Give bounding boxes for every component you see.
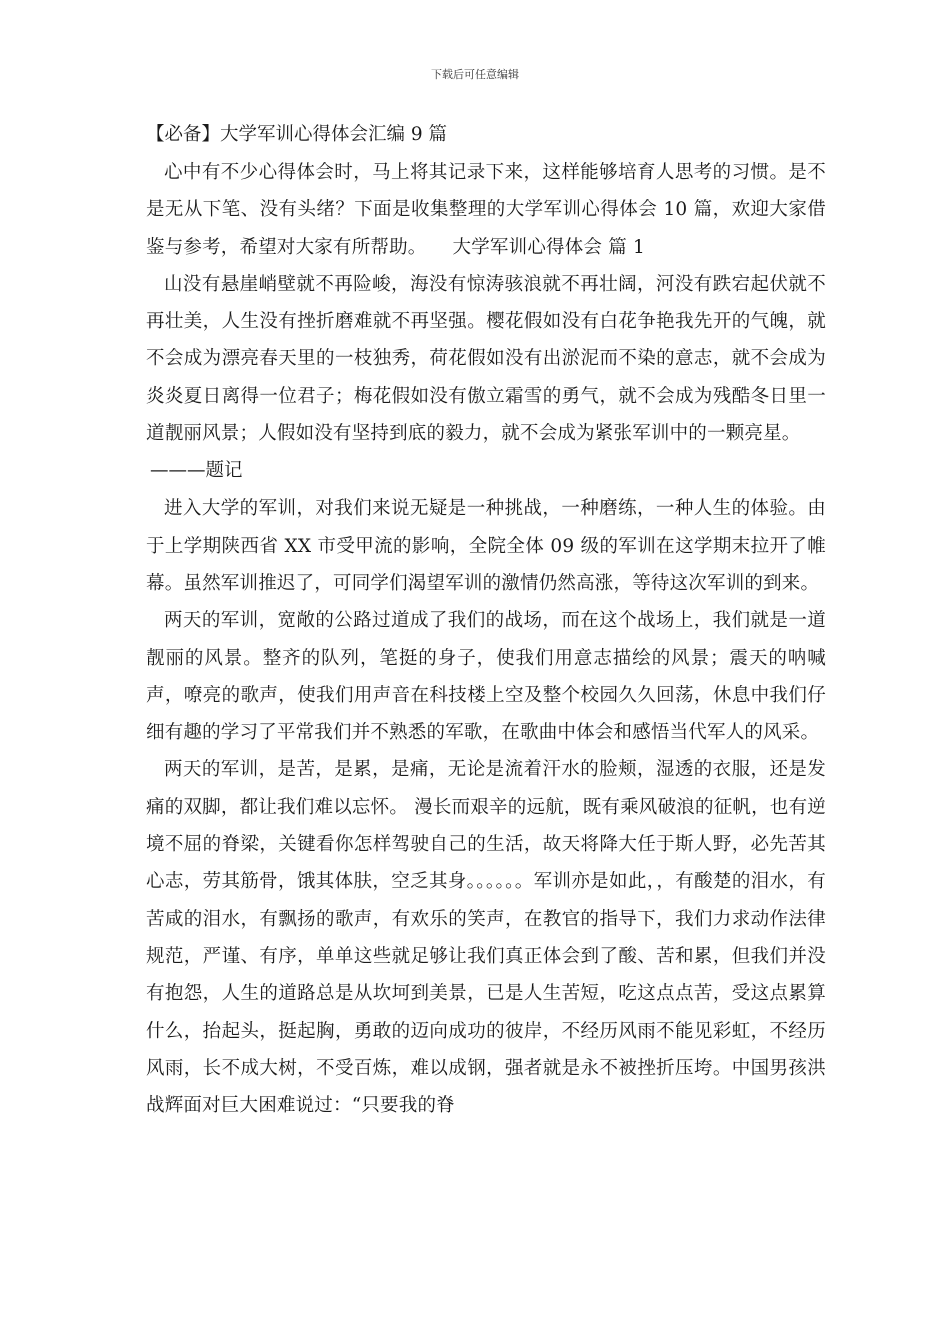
section-heading: 大学军训心得体会 篇 1 <box>452 236 645 258</box>
dedication-line: ———题记 <box>150 460 243 482</box>
intro-paragraph <box>146 154 826 266</box>
intro-text: 心中有不少心得体会时，马上将其记录下来，这样能够培育人思考的习惯。是不是无从下笔、没有头绪？下面是收集整理的大学军训心得体会 10 篇，欢迎大家借鉴与参考，希望对大家有所帮助。 <box>146 162 826 258</box>
body-paragraph-1: 山没有悬崖峭壁就不再险峻，海没有惊涛骇浪就不再壮阔，河没有跌宕起伏就不再壮美，人生没有挫折磨难就不再坚强。樱花假如没有白花争艳我先开的气魄，就不会成为漂亮春天里的一枝独秀，荷花假如没有出淤泥而不染的意志，就不会成为炎炎夏日离得一位君子；梅花假如没有傲立霜雪的勇气，就不会成为残酷冬日里一道靓丽风景；人假如没有坚持到底的毅力，就不会成为紧张军训中的一颗亮星。 <box>146 273 826 445</box>
document-title: 【必备】大学军训心得体会汇编 9 篇 <box>146 124 448 145</box>
body-paragraph-4: 两天的军训，是苦，是累，是痛，无论是流着汗水的脸颊，湿透的衣服，还是发痛的双脚，都让我们难以忘怀。 漫长而艰辛的远航，既有乘风破浪的征帆，也有逆境不屈的脊梁，关键看你怎样驾驶自己的生活，故天将降大任于斯人野，必先苦其心志，劳其筋骨，饿其体肤，空乏其身。。。。。。军训亦是如此，，有酸楚的泪水，有苦咸的泪水，有飘扬的歌声，有欢乐的笑声，在教官的指导下，我们力求动作法律规范，严谨、有序，单单这些就足够让我们真正体会到了酸、苦和累，但我们并没有抱怨，人生的道路总是从坎坷到美景，已是人生苦短，吃这点点苦，受这点累算什么，抬起头，挺起胸，勇敢的迈向成功的彼岸，不经历风雨不能见彩虹，不经历风雨，长不成大树，不受百炼，难以成钢，强者就是永不被挫折压垮。中国男孩洪战辉面对巨大困难说过：“只要我的脊 <box>146 759 826 1117</box>
page-header-note: 下载后可任意编辑 <box>431 68 519 81</box>
body-paragraph-2: 进入大学的军训，对我们来说无疑是一种挑战，一种磨练，一种人生的体验。由于上学期陕西省 XX 市受甲流的影响，全院全体 09 级的军训在这学期末拉开了帷幕。虽然军训推迟了，可同学们渴望军训的激情仍然高涨，等待这次军训的到来。 <box>146 498 826 594</box>
body-paragraph-3: 两天的军训，宽敞的公路过道成了我们的战场，而在这个战场上，我们就是一道靓丽的风景。整齐的队列，笔挺的身子，使我们用意志描绘的风景；震天的呐喊声，嘹亮的歌声，使我们用声音在科技楼上空及整个校园久久回荡，休息中我们仔细有趣的学习了平常我们并不熟悉的军歌，在歌曲中体会和感悟当代军人的风采。 <box>146 610 826 744</box>
document-body <box>146 118 826 1124</box>
